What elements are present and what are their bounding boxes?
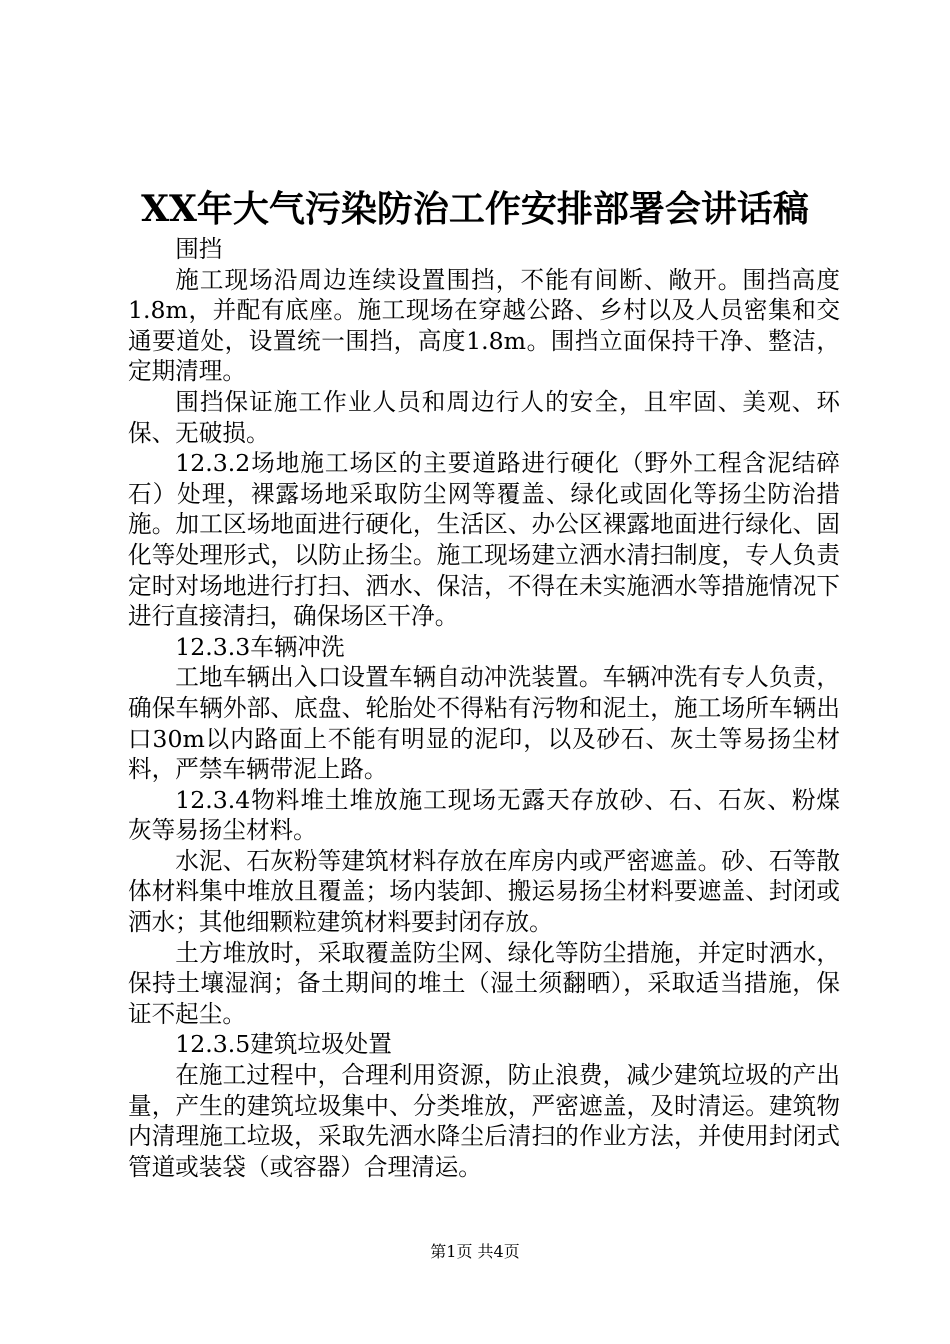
document-body — [128, 234, 840, 1182]
paragraph: 在施工过程中，合理利用资源，防止浪费，减少建筑垃圾的产出量，产生的建筑垃圾集中、分类堆放，严密遮盖，及时清运。建筑物内清理施工垃圾，采取先洒水降尘后清扫的作业方法，并使用封闭式管道或装袋（或容器）合理清运。 — [128, 1061, 840, 1181]
paragraph: 施工现场沿周边连续设置围挡，不能有间断、敞开。围挡高度1.8m，并配有底座。施工现场在穿越公路、乡村以及人员密集和交通要道处，设置统一围挡，高度1.8m。围挡立面保持干净、整洁，定期清理。 — [128, 265, 840, 386]
paragraph: 围挡保证施工作业人员和周边行人的安全，且牢固、美观、环保、无破损。 — [128, 387, 840, 447]
paragraph: 工地车辆出入口设置车辆自动冲洗装置。车辆冲洗有专人负责，确保车辆外部、底盘、轮胎处不得粘有污物和泥土，施工场所车辆出口30m以内路面上不能有明显的泥印，以及砂石、灰土等易扬尘材料，严禁车辆带泥上路。 — [128, 663, 840, 784]
paragraph-heading-waste-disposal: 12.3.5建筑垃圾处置 — [175, 1030, 392, 1059]
paragraph-heading-weidang: 围挡 — [175, 235, 223, 263]
paragraph: 土方堆放时，采取覆盖防尘网、绿化等防尘措施，并定时洒水，保持土壤湿润；备土期间的堆土（湿土须翻晒），采取适当措施，保证不起尘。 — [128, 938, 840, 1028]
page-number-footer: 第1页 共4页 — [430, 1242, 520, 1261]
paragraph: 12.3.2场地施工场区的主要道路进行硬化（野外工程含泥结碎石）处理，裸露场地采取防尘网等覆盖、绿化或固化等扬尘防治措施。加工区场地面进行硬化，生活区、办公区裸露地面进行绿化、固化等处理形式，以防止扬尘。施工现场建立洒水清扫制度，专人负责定时对场地进行打扫、洒水、保洁，不得在未实施洒水等措施情况下进行直接清扫，确保场区干净。 — [128, 449, 840, 631]
paragraph-heading-vehicle-wash: 12.3.3车辆冲洗 — [175, 632, 345, 661]
document-title: XX年大气污染防治工作安排部署会讲话稿 — [141, 188, 809, 230]
paragraph: 水泥、石灰粉等建筑材料存放在库房内或严密遮盖。砂、石等散体材料集中堆放且覆盖；场内装卸、搬运易扬尘材料要遮盖、封闭或洒水；其他细颗粒建筑材料要封闭存放。 — [128, 846, 840, 937]
paragraph: 12.3.4物料堆土堆放施工现场无露天存放砂、石、石灰、粉煤灰等易扬尘材料。 — [128, 785, 840, 845]
